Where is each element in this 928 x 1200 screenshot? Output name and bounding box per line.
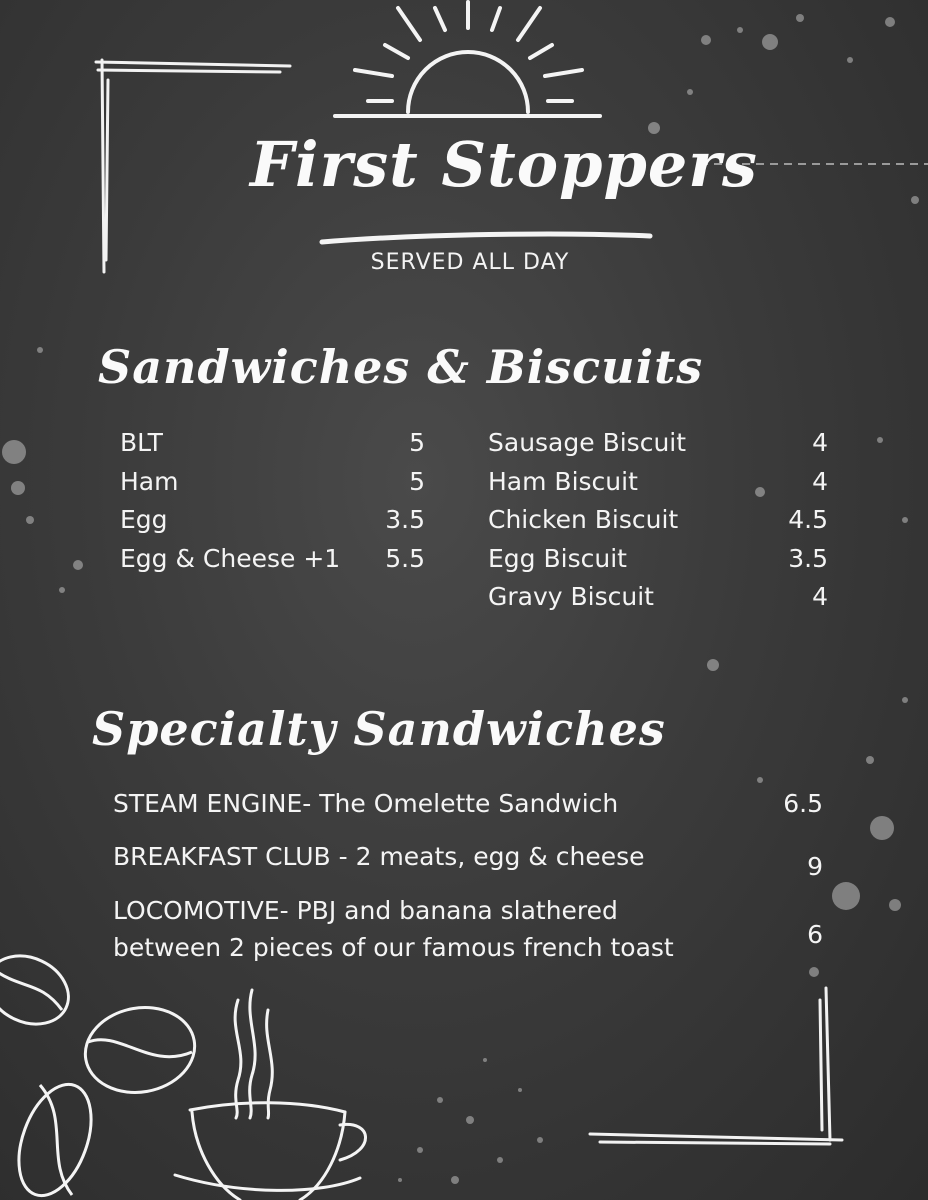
menu-item-name: Ham Biscuit [488,466,638,496]
subtitle: SERVED ALL DAY [370,250,570,275]
menu-item-name: Egg [120,505,168,534]
specialty-item-price: 6.5 [783,789,823,818]
menu-item-price: 5 [409,466,425,496]
menu-item-name: Sausage Biscuit [488,428,687,457]
page-title: First Stoppers [250,128,758,201]
menu-item-name: Chicken Biscuit [488,505,679,534]
menu-item-name: BLT [120,428,163,457]
menu-item-price: 5.5 [385,543,425,573]
menu-item-price: 4 [812,428,828,457]
menu-item-price: 5 [409,428,425,457]
specialty-item-description: between 2 pieces of our famous french toast [113,933,674,962]
menu-item-price: 3.5 [385,505,425,534]
menu-item-name: Egg & Cheese +1 [120,543,341,573]
menu-item-price: 4.5 [788,505,828,534]
specialty-item-name: LOCOMOTIVE- PBJ and banana slathered [113,896,618,925]
menu-item-price: 4 [812,466,828,496]
specialty-item-name: STEAM ENGINE- The Omelette Sandwich [113,789,619,818]
specialty-item-price: 9 [807,852,823,881]
specialty-item-price: 6 [807,920,823,949]
menu-item-name: Egg Biscuit [488,543,627,573]
specialty-item-name: BREAKFAST CLUB - 2 meats, egg & cheese [113,842,645,871]
menu-item-name: Ham [120,466,179,496]
menu-item-price: 4 [812,582,828,611]
section-heading-specialty-sandwiches: Specialty Sandwiches [92,702,666,756]
menu-item-price: 3.5 [788,543,828,573]
menu-item-name: Gravy Biscuit [488,582,654,611]
section-heading-sandwiches-biscuits: Sandwiches & Biscuits [98,340,704,394]
